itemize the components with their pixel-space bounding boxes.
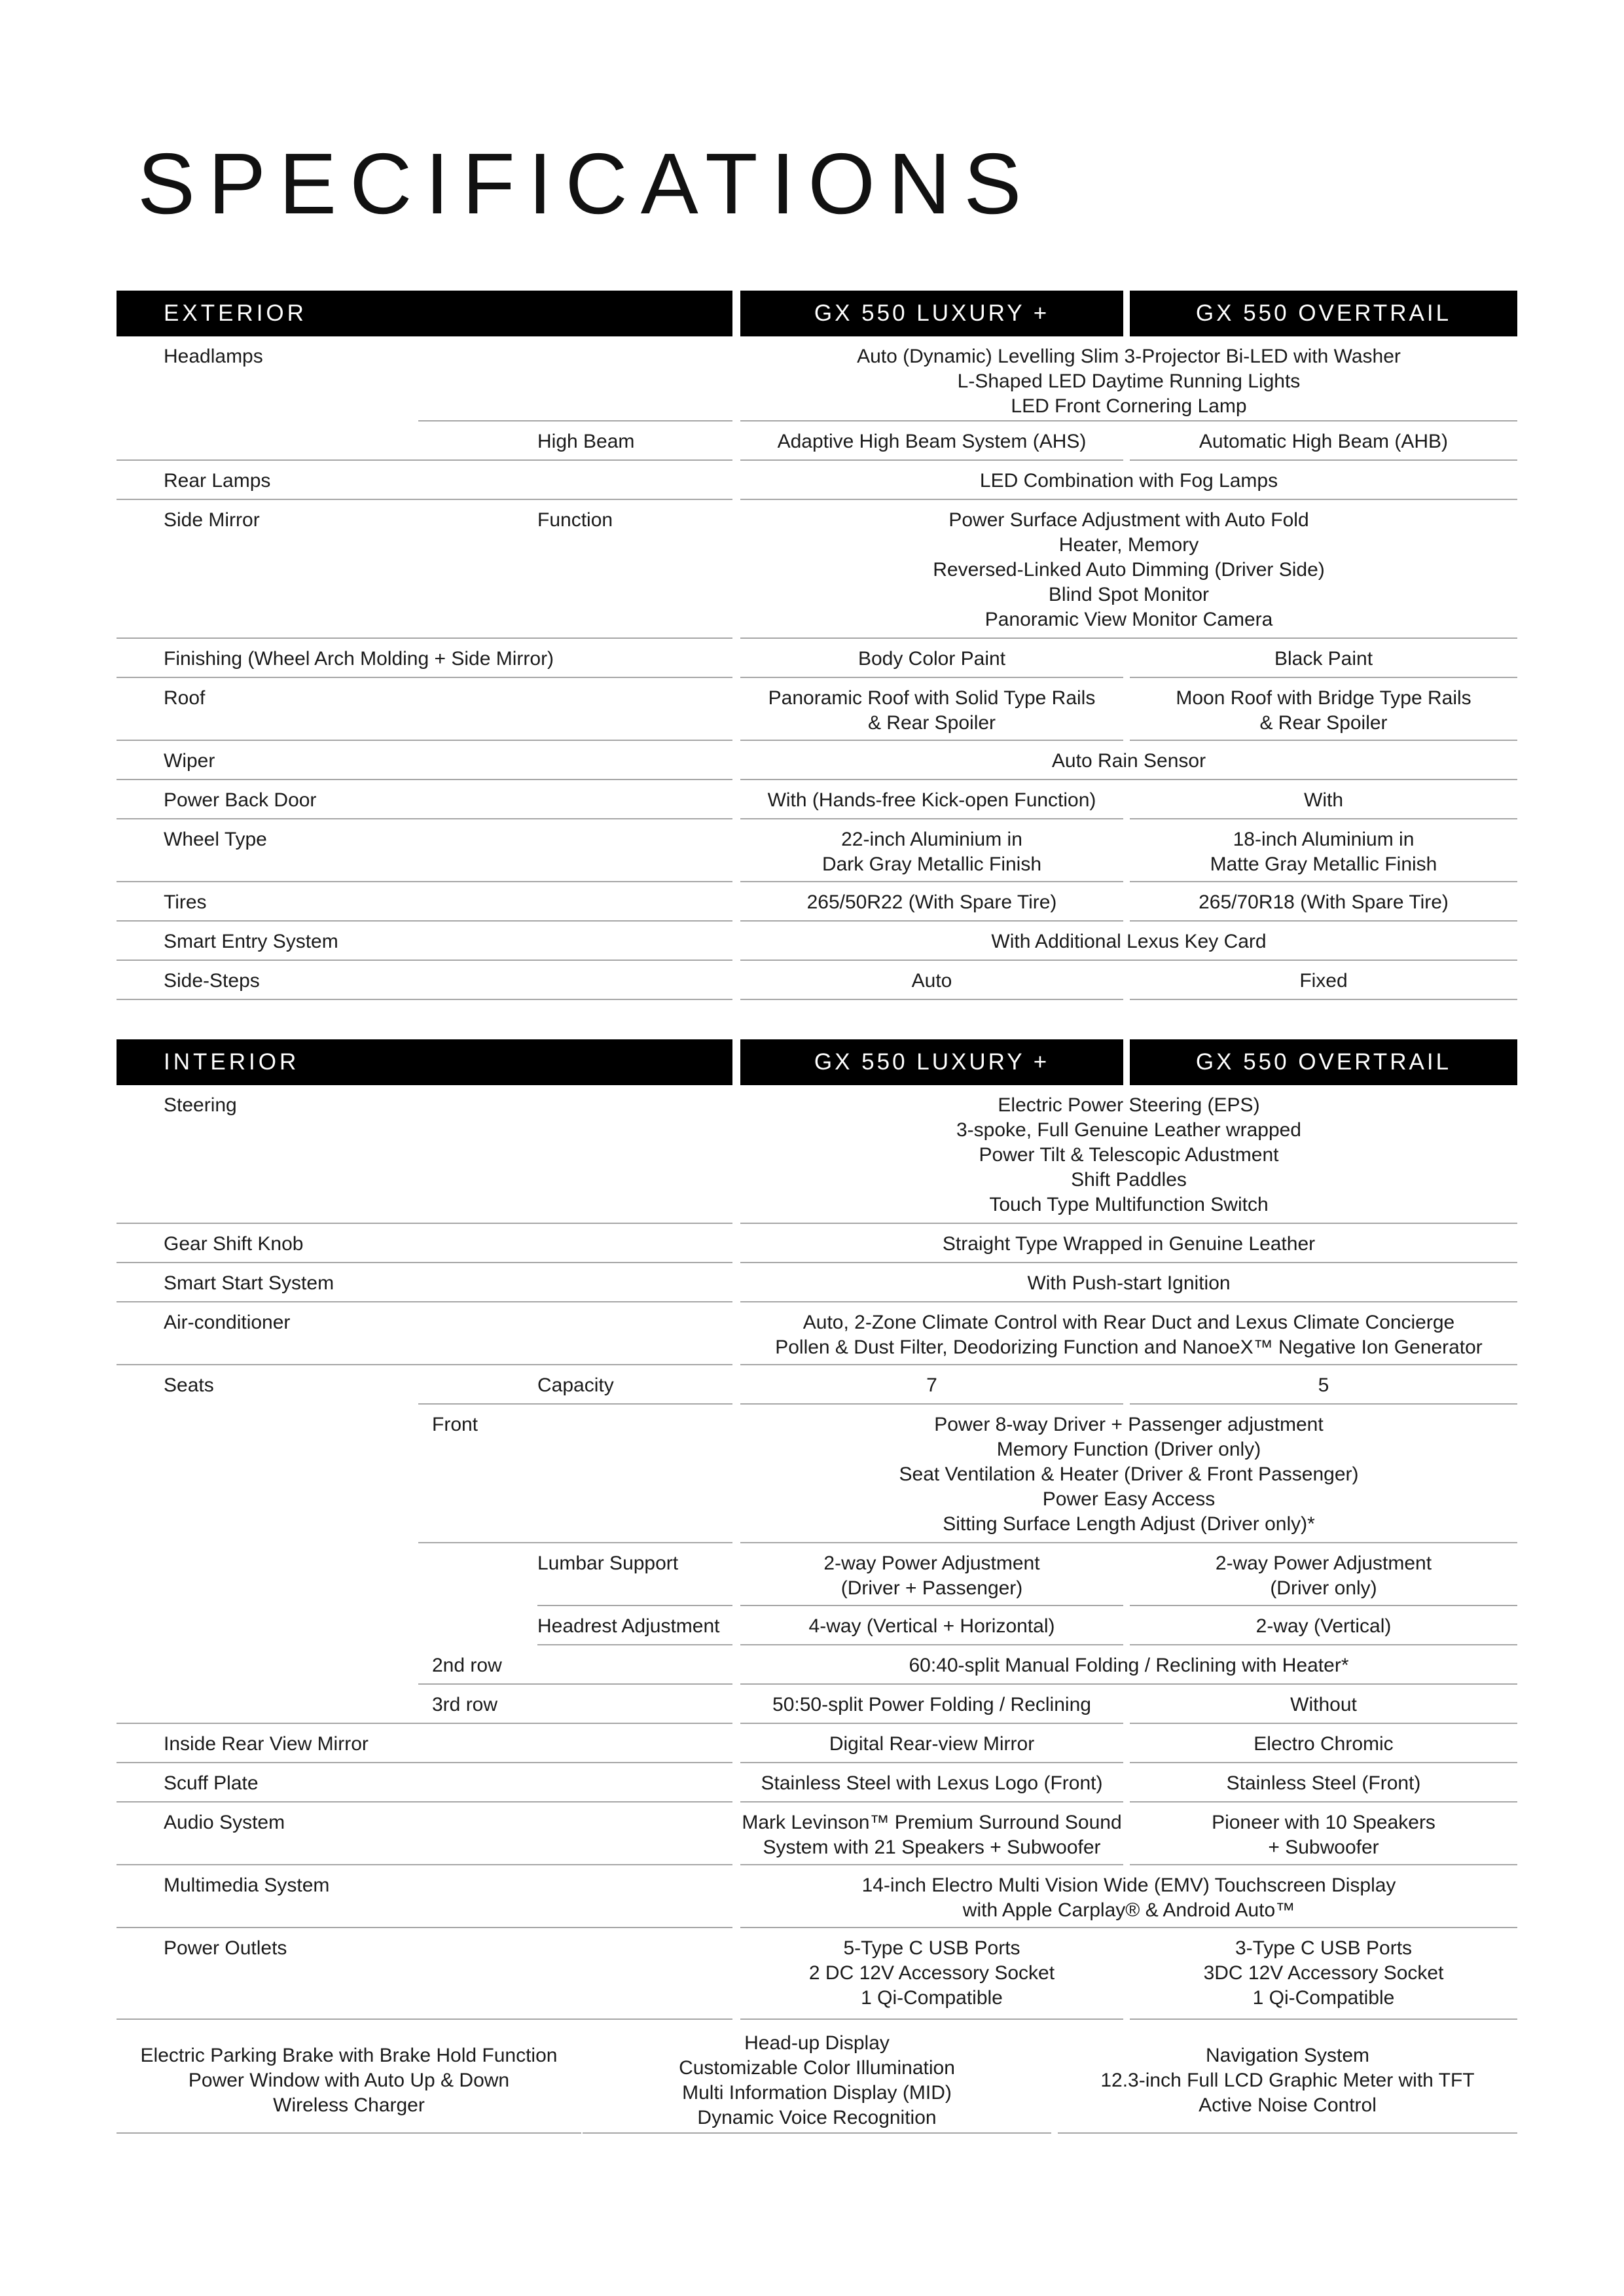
spec-value-overtrail-line: 5	[1318, 1374, 1329, 1396]
spec-value-luxury-line: 265/50R22 (With Spare Tire)	[806, 891, 1057, 913]
spec-value-luxury-line: Auto	[911, 970, 952, 992]
spec-value-both	[740, 922, 1517, 961]
spec-label: Steering	[164, 1094, 237, 1116]
standard-feature-item: Wireless Charger	[273, 2094, 425, 2116]
spec-label: Side-Steps	[164, 970, 260, 992]
spec-value-overtrail-line: 2-way Power Adjustment	[1215, 1552, 1432, 1574]
spec-value-both-line: Auto, 2-Zone Climate Control with Rear Duct and Lexus Climate Concierge	[803, 1312, 1455, 1333]
spec-value-luxury	[740, 882, 1123, 922]
spec-label: Power Back Door	[164, 789, 317, 811]
spec-value-both-line: with Apple Carplay® & Android Auto™	[962, 1899, 1295, 1921]
spec-value-overtrail	[1130, 639, 1517, 678]
spec-group-label: Front	[432, 1414, 478, 1435]
spec-row	[117, 1365, 1517, 1405]
spec-row	[117, 780, 1517, 819]
spec-value-luxury-line: & Rear Spoiler	[867, 712, 996, 734]
row-divider	[1130, 2018, 1517, 2020]
spec-value-overtrail-line: Matte Gray Metallic Finish	[1210, 853, 1437, 875]
spec-value-both	[740, 741, 1517, 780]
spec-value-luxury-line: 4-way (Vertical + Horizontal)	[808, 1615, 1055, 1637]
spec-value-luxury	[740, 1365, 1123, 1405]
spec-sublabel: Function	[537, 509, 613, 531]
spec-value-both-line: 14-inch Electro Multi Vision Wide (EMV) Touchscreen Display	[861, 1874, 1396, 1896]
spec-value-overtrail-line: Without	[1290, 1694, 1357, 1715]
standard-features-col-1	[117, 2028, 581, 2134]
spec-value-both	[740, 1224, 1517, 1263]
spec-row	[117, 961, 1517, 1000]
spec-row	[117, 1543, 1517, 1606]
interior-section	[117, 1039, 1517, 2020]
row-divider	[1130, 999, 1517, 1000]
spec-label: Power Outlets	[164, 1937, 287, 1959]
spec-value-luxury	[740, 1606, 1123, 1645]
spec-value-luxury-line: 7	[926, 1374, 937, 1396]
row-divider	[740, 999, 1123, 1000]
spec-label: Wheel Type	[164, 829, 267, 850]
spec-row	[117, 741, 1517, 780]
spec-row	[117, 678, 1517, 741]
spec-value-overtrail	[1130, 1803, 1517, 1867]
spec-value-both-line: 3-spoke, Full Genuine Leather wrapped	[956, 1119, 1301, 1141]
exterior-col-luxury: GX 550 LUXURY +	[740, 291, 1123, 336]
spec-label: Finishing (Wheel Arch Molding + Side Mirror)	[164, 648, 554, 670]
standard-feature-item: Dynamic Voice Recognition	[697, 2107, 937, 2128]
spec-value-overtrail-line: (Driver only)	[1270, 1577, 1377, 1599]
spec-value-overtrail-line: With	[1304, 789, 1343, 811]
spec-label: Scuff Plate	[164, 1772, 259, 1794]
spec-value-both-line: Power Surface Adjustment with Auto Fold	[948, 509, 1309, 531]
spec-row	[117, 1645, 1517, 1685]
spec-value-both-line: Straight Type Wrapped in Genuine Leather	[942, 1233, 1316, 1255]
spec-row	[117, 1405, 1517, 1543]
standard-feature-item: Multi Information Display (MID)	[682, 2082, 952, 2104]
spec-row	[117, 1724, 1517, 1763]
spec-row	[117, 500, 1517, 639]
spec-value-luxury-line: Panoramic Roof with Solid Type Rails	[768, 687, 1096, 709]
spec-value-both-line: Pollen & Dust Filter, Deodorizing Function and NanoeX™ Negative Ion Generator	[775, 1336, 1483, 1358]
spec-value-overtrail	[1130, 882, 1517, 922]
spec-value-both-line: 60:40-split Manual Folding / Reclining with Heater*	[909, 1655, 1349, 1676]
spec-value-overtrail-line: 1 Qi-Compatible	[1252, 1987, 1395, 2009]
row-divider	[117, 2018, 732, 2020]
standard-features-col-3	[1058, 2028, 1517, 2134]
standard-features	[117, 2028, 1517, 2134]
spec-row	[117, 1763, 1517, 1803]
spec-label: Smart Entry System	[164, 931, 338, 952]
standard-feature-item: Navigation System	[1205, 2045, 1370, 2066]
spec-value-luxury-line: (Driver + Passenger)	[840, 1577, 1023, 1599]
spec-row	[117, 639, 1517, 678]
spec-value-luxury-line: 2-way Power Adjustment	[823, 1552, 1040, 1574]
spec-value-both-line: LED Front Cornering Lamp	[1011, 395, 1247, 417]
spec-value-both-line: Seat Ventilation & Heater (Driver & Front Passenger)	[899, 1463, 1359, 1485]
spec-label: Tires	[164, 891, 207, 913]
spec-value-luxury-line: Stainless Steel with Lexus Logo (Front)	[761, 1772, 1103, 1794]
spec-group-label: 2nd row	[432, 1655, 502, 1676]
spec-row	[117, 1263, 1517, 1302]
spec-row	[117, 1865, 1517, 1928]
spec-label: Seats	[164, 1374, 214, 1396]
spec-value-luxury	[740, 639, 1123, 678]
spec-value-luxury-line: Adaptive High Beam System (AHS)	[777, 431, 1087, 452]
spec-value-both-line: Power Easy Access	[1042, 1488, 1216, 1510]
spec-value-both-line: L-Shaped LED Daytime Running Lights	[957, 370, 1301, 392]
spec-value-overtrail	[1130, 1365, 1517, 1405]
spec-row	[117, 1803, 1517, 1865]
spec-value-luxury-line: 22-inch Aluminium in	[841, 829, 1022, 850]
standard-feature-item: Electric Parking Brake with Brake Hold Function	[140, 2045, 558, 2066]
spec-value-overtrail-line: Pioneer with 10 Speakers	[1212, 1812, 1435, 1833]
spec-value-both-line: Electric Power Steering (EPS)	[998, 1094, 1260, 1116]
spec-value-both-line: Auto (Dynamic) Levelling Slim 3-Projector Bi-LED with Washer	[857, 346, 1401, 367]
spec-label: Smart Start System	[164, 1272, 334, 1294]
spec-value-both	[740, 1645, 1517, 1685]
spec-value-both-line: Memory Function (Driver only)	[996, 1439, 1261, 1460]
standard-feature-item: Head-up Display	[744, 2032, 890, 2054]
exterior-col-overtrail: GX 550 OVERTRAIL	[1130, 291, 1517, 336]
exterior-title: EXTERIOR	[117, 291, 732, 336]
interior-col-luxury: GX 550 LUXURY +	[740, 1039, 1123, 1085]
standard-features-col-2	[583, 2028, 1051, 2134]
spec-value-both-line: LED Combination with Fog Lamps	[979, 470, 1278, 492]
spec-value-luxury	[740, 1724, 1123, 1763]
exterior-section	[117, 291, 1517, 1000]
spec-value-overtrail	[1130, 961, 1517, 1000]
spec-value-overtrail	[1130, 780, 1517, 819]
spec-value-luxury-line: With (Hands-free Kick-open Function)	[767, 789, 1096, 811]
spec-row	[117, 1685, 1517, 1724]
spec-value-overtrail	[1130, 678, 1517, 742]
spec-value-luxury-line: Mark Levinson™ Premium Surround Sound	[742, 1812, 1122, 1833]
spec-label: Gear Shift Knob	[164, 1233, 304, 1255]
exterior-header	[117, 291, 1517, 336]
spec-value-luxury	[740, 422, 1123, 461]
spec-value-overtrail	[1130, 422, 1517, 461]
spec-value-both	[740, 1263, 1517, 1302]
spec-value-luxury	[740, 1685, 1123, 1724]
spec-value-luxury	[740, 1928, 1123, 2017]
spec-value-both	[740, 461, 1517, 500]
spec-value-luxury-line: 5-Type C USB Ports	[843, 1937, 1020, 1959]
spec-value-both-line: Sitting Surface Length Adjust (Driver only)*	[943, 1513, 1315, 1535]
spec-value-luxury-line: 2 DC 12V Accessory Socket	[808, 1962, 1055, 1984]
spec-value-luxury-line: 50:50-split Power Folding / Reclining	[772, 1694, 1091, 1715]
spec-value-overtrail-line: 2-way (Vertical)	[1255, 1615, 1392, 1637]
spec-value-overtrail-line: Black Paint	[1274, 648, 1373, 670]
spec-value-luxury	[740, 819, 1123, 884]
spec-label: Roof	[164, 687, 206, 709]
spec-value-overtrail-line: Automatic High Beam (AHB)	[1199, 431, 1449, 452]
spec-label: Wiper	[164, 750, 215, 772]
spec-value-overtrail-line: + Subwoofer	[1268, 1837, 1379, 1858]
interior-title: INTERIOR	[117, 1039, 732, 1085]
page-title: SPECIFICATIONS	[137, 135, 1035, 232]
standard-feature-item: Power Window with Auto Up & Down	[188, 2070, 510, 2091]
spec-value-luxury	[740, 1803, 1123, 1867]
spec-row	[117, 336, 1517, 422]
spec-value-overtrail-line: Moon Roof with Bridge Type Rails	[1176, 687, 1471, 709]
spec-row	[117, 422, 1517, 461]
spec-value-both-line: Panoramic View Monitor Camera	[984, 609, 1273, 630]
spec-value-luxury-line: Digital Rear-view Mirror	[829, 1733, 1035, 1755]
spec-value-overtrail	[1130, 1928, 1517, 2017]
spec-row	[117, 1302, 1517, 1365]
spec-value-both	[740, 1405, 1517, 1543]
spec-value-overtrail-line: 18-inch Aluminium in	[1233, 829, 1415, 850]
spec-label: Air-conditioner	[164, 1312, 291, 1333]
spec-row	[117, 882, 1517, 922]
standard-feature-item: Customizable Color Illumination	[679, 2057, 955, 2079]
spec-value-both-line: Touch Type Multifunction Switch	[989, 1194, 1269, 1215]
spec-value-both-line: Heater, Memory	[1058, 534, 1199, 556]
spec-value-overtrail	[1130, 1543, 1517, 1607]
spec-value-luxury	[740, 1763, 1123, 1803]
spec-label: Side Mirror	[164, 509, 260, 531]
spec-value-both-line: With Additional Lexus Key Card	[991, 931, 1267, 952]
spec-value-both-line: With Push-start Ignition	[1027, 1272, 1231, 1294]
spec-value-overtrail-line: Fixed	[1299, 970, 1348, 992]
spec-value-both	[740, 1085, 1517, 1224]
spec-label: Headlamps	[164, 346, 263, 367]
spec-row	[117, 1928, 1517, 2020]
spec-sublabel: Headrest Adjustment	[537, 1615, 720, 1637]
spec-value-overtrail-line: Stainless Steel (Front)	[1226, 1772, 1421, 1794]
spec-value-overtrail-line: 265/70R18 (With Spare Tire)	[1199, 891, 1449, 913]
spec-label: Rear Lamps	[164, 470, 271, 492]
spec-label: Inside Rear View Mirror	[164, 1733, 369, 1755]
spec-value-both	[740, 1302, 1517, 1367]
spec-row	[117, 922, 1517, 961]
row-divider	[117, 999, 732, 1000]
spec-value-luxury-line: 1 Qi-Compatible	[861, 1987, 1003, 2009]
interior-header	[117, 1039, 1517, 1085]
spec-value-luxury-line: System with 21 Speakers + Subwoofer	[763, 1837, 1101, 1858]
spec-value-overtrail-line: 3DC 12V Accessory Socket	[1203, 1962, 1444, 1984]
spec-value-both-line: Auto Rain Sensor	[1051, 750, 1206, 772]
spec-value-both	[740, 1865, 1517, 1929]
spec-value-both	[740, 336, 1517, 425]
spec-value-luxury	[740, 780, 1123, 819]
spec-row	[117, 1085, 1517, 1224]
spec-label: Multimedia System	[164, 1874, 330, 1896]
standard-feature-item: Active Noise Control	[1199, 2094, 1377, 2116]
spec-value-luxury-line: Body Color Paint	[857, 648, 1006, 670]
spec-value-overtrail	[1130, 1685, 1517, 1724]
spec-row	[117, 1224, 1517, 1263]
standard-feature-item: 12.3-inch Full LCD Graphic Meter with TFT	[1100, 2070, 1475, 2091]
row-divider	[740, 2018, 1123, 2020]
spec-sublabel: Lumbar Support	[537, 1552, 679, 1574]
spec-value-overtrail	[1130, 1606, 1517, 1645]
spec-value-luxury	[740, 1543, 1123, 1607]
spec-row	[117, 819, 1517, 882]
spec-group-label: 3rd row	[432, 1694, 498, 1715]
spec-value-both-line: Power 8-way Driver + Passenger adjustment	[934, 1414, 1324, 1435]
spec-value-overtrail-line: & Rear Spoiler	[1259, 712, 1388, 734]
spec-row	[117, 1606, 1517, 1645]
spec-label: Audio System	[164, 1812, 285, 1833]
spec-value-both-line: Reversed-Linked Auto Dimming (Driver Side)	[933, 559, 1325, 581]
spec-value-both-line: Blind Spot Monitor	[1048, 584, 1210, 605]
spec-sublabel: Capacity	[537, 1374, 614, 1396]
spec-value-both-line: Shift Paddles	[1071, 1169, 1187, 1191]
spec-value-both-line: Power Tilt & Telescopic Adustment	[979, 1144, 1279, 1166]
spec-value-luxury	[740, 678, 1123, 742]
spec-value-overtrail-line: 3-Type C USB Ports	[1235, 1937, 1413, 1959]
spec-value-overtrail-line: Electro Chromic	[1254, 1733, 1394, 1755]
spec-value-luxury-line: Dark Gray Metallic Finish	[821, 853, 1042, 875]
spec-value-both	[740, 500, 1517, 639]
spec-row	[117, 461, 1517, 500]
spec-value-overtrail	[1130, 819, 1517, 884]
spec-sublabel: High Beam	[537, 431, 635, 452]
spec-value-overtrail	[1130, 1763, 1517, 1803]
spec-value-overtrail	[1130, 1724, 1517, 1763]
interior-col-overtrail: GX 550 OVERTRAIL	[1130, 1039, 1517, 1085]
spec-value-luxury	[740, 961, 1123, 1000]
